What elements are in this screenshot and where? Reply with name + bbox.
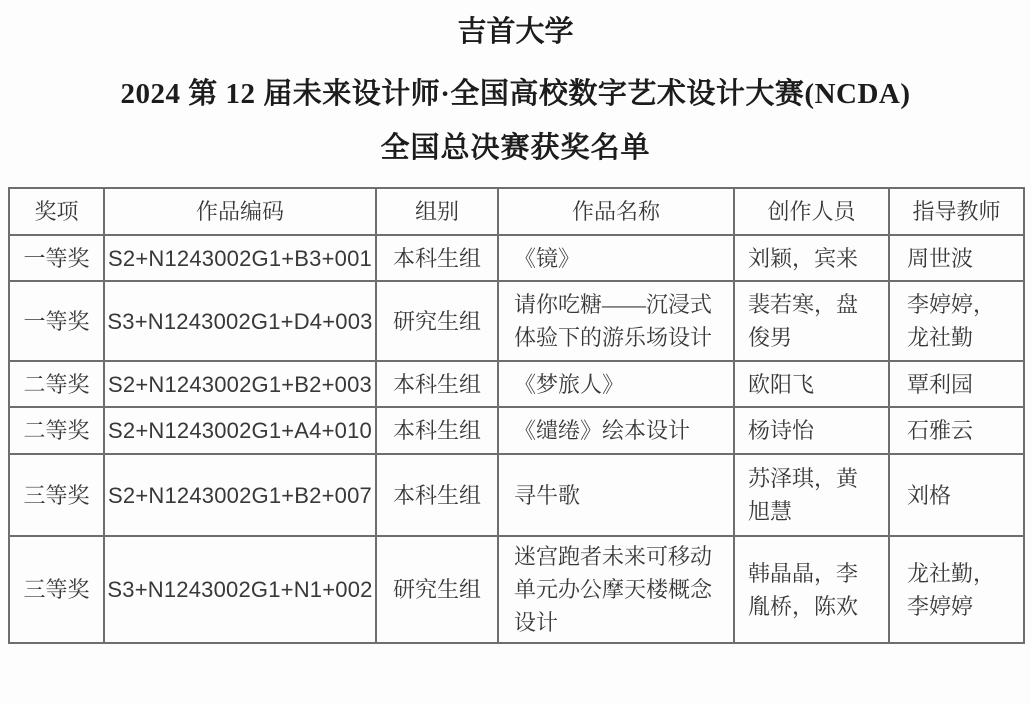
cell-work: 《梦旅人》 [498, 361, 734, 407]
cell-work: 《镜》 [498, 235, 734, 281]
cell-award: 一等奖 [9, 281, 104, 361]
cell-award: 三等奖 [9, 536, 104, 643]
header-cell-award: 奖项 [9, 188, 104, 235]
cell-group: 本科生组 [376, 361, 498, 407]
cell-creators: 刘颖，宾来 [734, 235, 889, 281]
header-cell-creators: 创作人员 [734, 188, 889, 235]
cell-advisors: 周世波 [889, 235, 1024, 281]
table-row [9, 361, 1024, 407]
cell-advisors: 覃利园 [889, 361, 1024, 407]
table-header-row [9, 188, 1024, 235]
cell-award: 二等奖 [9, 361, 104, 407]
table-row [9, 407, 1024, 454]
cell-code: S2+N1243002G1+B3+001 [104, 235, 376, 281]
cell-group: 本科生组 [376, 407, 498, 454]
cell-award: 一等奖 [9, 235, 104, 281]
cell-code: S2+N1243002G1+A4+010 [104, 407, 376, 454]
doc-title-list-name: 全国总决赛获奖名单 [380, 132, 651, 164]
header-cell-group: 组别 [376, 188, 498, 235]
cell-group: 研究生组 [376, 281, 498, 361]
cell-creators: 欧阳飞 [734, 361, 889, 407]
header-cell-code: 作品编码 [104, 188, 376, 235]
doc-title-competition: 2024 第 12 届未来设计师·全国高校数字艺术设计大赛(NCDA) [120, 78, 911, 110]
cell-advisors: 李婷婷，龙社勤 [889, 281, 1024, 361]
cell-code: S3+N1243002G1+N1+002 [104, 536, 376, 643]
header-cell-advisors: 指导教师 [889, 188, 1024, 235]
cell-work: 请你吃糖——沉浸式体验下的游乐场设计 [498, 281, 734, 361]
doc-title-university: 吉首大学 [457, 16, 574, 48]
table-row [9, 235, 1024, 281]
cell-creators: 苏泽琪，黄旭慧 [734, 454, 889, 536]
table-row [9, 536, 1024, 643]
cell-advisors: 刘格 [889, 454, 1024, 536]
cell-creators: 杨诗怡 [734, 407, 889, 454]
cell-award: 二等奖 [9, 407, 104, 454]
cell-code: S3+N1243002G1+D4+003 [104, 281, 376, 361]
cell-group: 本科生组 [376, 454, 498, 536]
cell-code: S2+N1243002G1+B2+003 [104, 361, 376, 407]
cell-work: 《缱绻》绘本设计 [498, 407, 734, 454]
cell-advisors: 龙社勤，李婷婷 [889, 536, 1024, 643]
cell-work: 迷宫跑者未来可移动单元办公摩天楼概念设计 [498, 536, 734, 643]
cell-creators: 韩晶晶，李胤桥，陈欢 [734, 536, 889, 643]
cell-advisors: 石雅云 [889, 407, 1024, 454]
table-row [9, 281, 1024, 361]
cell-work: 寻牛歌 [498, 454, 734, 536]
cell-group: 研究生组 [376, 536, 498, 643]
header-cell-work: 作品名称 [498, 188, 734, 235]
cell-creators: 裴若寒，盘俊男 [734, 281, 889, 361]
cell-award: 三等奖 [9, 454, 104, 536]
table-row [9, 454, 1024, 536]
cell-group: 本科生组 [376, 235, 498, 281]
awards-table [8, 187, 1025, 644]
cell-code: S2+N1243002G1+B2+007 [104, 454, 376, 536]
